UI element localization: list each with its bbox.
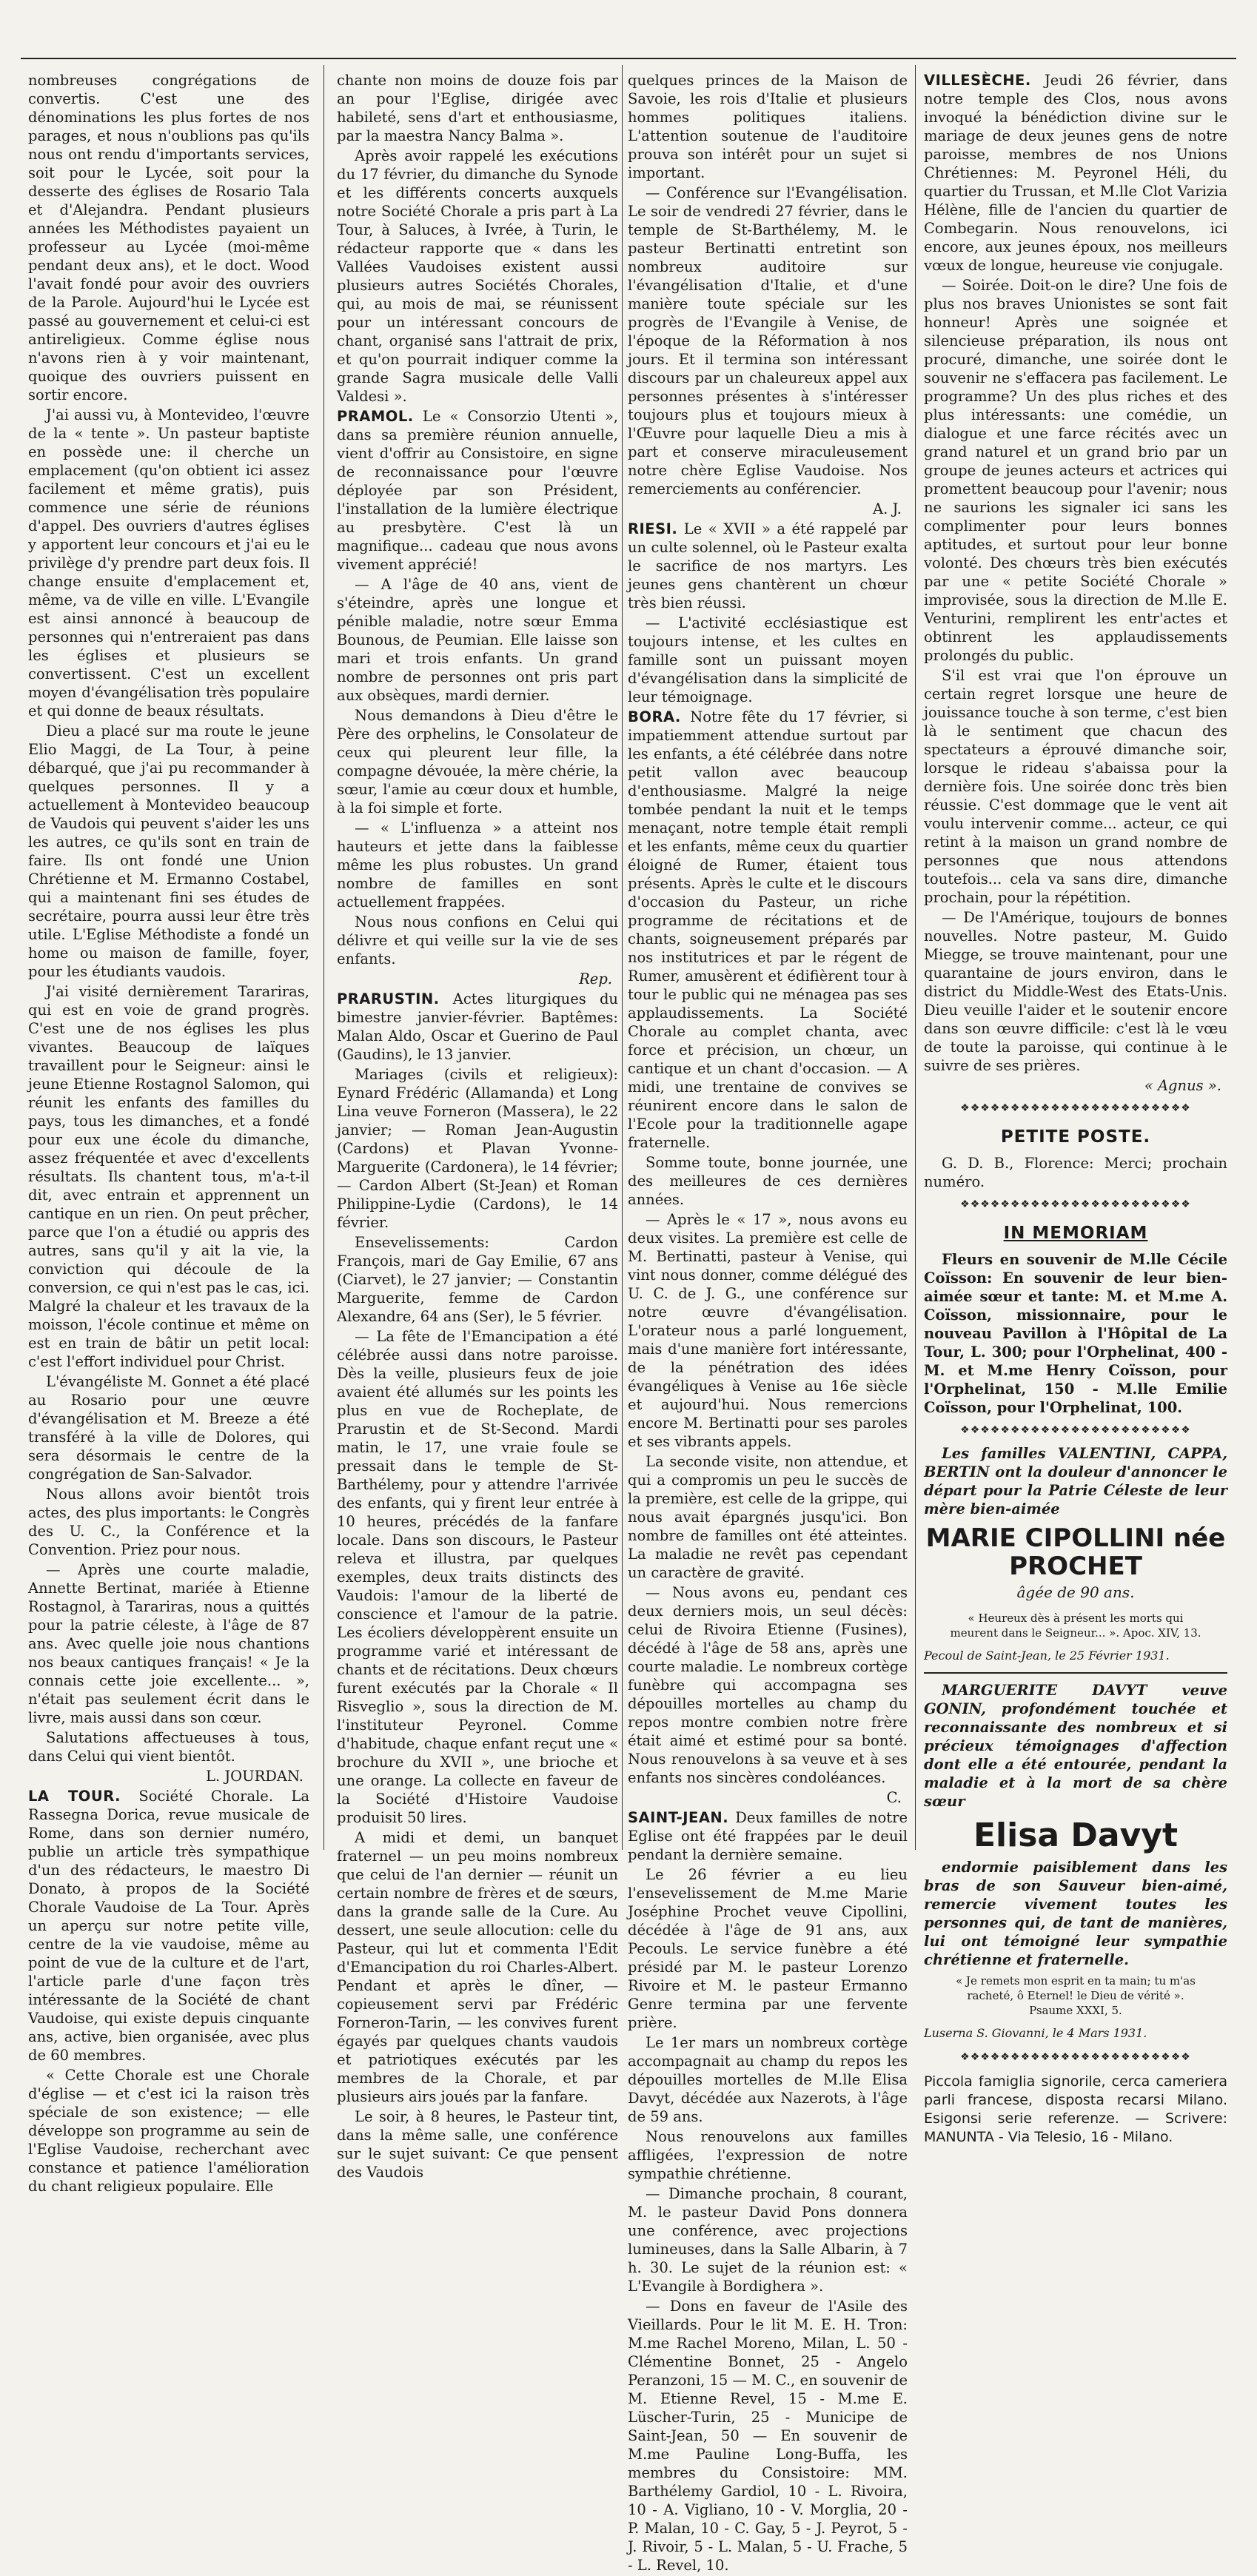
paragraph: La seconde visite, non attendue, et qui a compromis un peu le succès de la première, est celle de la grippe, qui nous avait épargnés jusqu'ici. Bon nombre de familles ont été atteintes. La maladie ne revêt pas cependant un caractère de gravité.	[628, 1453, 908, 1581]
paragraph: Nous nous confions en Celui qui délivre et qui veille sur la vie de ses enfants.	[337, 913, 618, 967]
paragraph: L'évangéliste M. Gonnet a été placé au Rosario pour une œuvre d'évangélisation et M. Breeze a été transféré à la ville de Dolores, qui sera désormais le centre de la congrégation de San-Salvador.	[28, 1373, 309, 1483]
section-title-petite-poste: PETITE POSTE.	[1000, 1127, 1151, 1147]
paragraph: — Après une courte maladie, Annette Bertinat, mariée à Etienne Rostagnol, à Tarariras, nous a quittés pour la patrie céleste, à l'âge de 87 ans. Avec quelle joie nous chantions nos beaux cantiques français! « Je la connais cette joie excellente... », n'était pas seulement écrit dans le livre, mais aussi dans son cœur.	[28, 1561, 309, 1726]
column-2	[337, 71, 618, 2183]
paragraph: Nous allons avoir bientôt trois actes, des plus importants: le Congrès des U. C., la Conférence et la Convention. Priez pour nous.	[28, 1486, 309, 1558]
news-item-saint-jean	[628, 1808, 908, 1864]
obituary-name: Elisa Davyt	[973, 1817, 1179, 1854]
signature: L. JOURDAN.	[206, 1768, 304, 1785]
news-item-pramol	[337, 407, 618, 574]
location-heading: LA TOUR.	[28, 1788, 121, 1805]
column-rule	[622, 65, 623, 1850]
paragraph: — L'activité ecclésiastique est toujours intense, et les cultes en famille sont un puissant moyen d'évangélisation dans la simplicité de leur témoignage.	[628, 614, 908, 705]
paragraph: — La fête de l'Emancipation a été célébrée aussi dans notre paroisse. Dès la veille, plusieurs feux de joie avaient été allumés sur les points les plus en vue de Rocheplate, de Prarustin et de St-Second. Mardi matin, le 17, une vraie foule se pressait dans le temple de St-Barthélemy, pour y attendre l'arrivée des enfants, qui y firent leur entrée à 10 heures, précédés de la fanfare locale. Dans son discours, le Pasteur releva et illustra, par quelques exemples, deux traits distincts des Vaudois: l'amour de la liberté de conscience et l'amour de la patrie. Les écoliers développèrent ensuite un programme varié et intéressant de chants et de récitations. Deux chœurs furent exécutés par la Chorale « Il Risveglio », sous la direction de M. l'instituteur Peyronel. Comme d'habitude, chaque enfant reçut une « brochure du XVII », une brioche et une orange. La collecte en faveur de la Société d'Histoire Vaudoise produisit 50 lires.	[337, 1328, 618, 1826]
ornament-divider: ❖❖❖❖❖❖❖❖❖❖❖❖❖❖❖❖❖❖❖❖❖❖❖	[960, 1102, 1191, 1114]
top-rule	[21, 58, 1236, 59]
news-item-bora	[628, 708, 908, 1152]
paragraph: Société Chorale. La Rassegna Dorica, revue musicale de Rome, dans son dernier numéro, publie un article très sympathique d'un des rédacteurs, le maestro Di Donato, à propos de la Société Chorale Vaudoise de La Tour. Après un aperçu sur notre petite ville, centre de la vie vaudoise, même au point de vue de la culture et de l'art, l'article parle d'une façon très intéressante de la Société de chant Vaudoise, qui existe depuis cinquante ans, active, bien organisée, avec plus de 60 membres.	[28, 1788, 309, 2064]
obituary-text: endormie paisiblement dans les bras de son Sauveur bien-aimé, remercie vivement toutes les personnes qui, de tant de manières, lui ont témoigné leur sympathie chrétienne et fraternelle.	[924, 1859, 1227, 1968]
paragraph: Salutations affectueuses à tous, dans Celui qui vient bientôt.	[28, 1729, 309, 1765]
place-date: Pecoul de Saint-Jean, le 25 Février 1931.	[924, 1648, 1170, 1663]
location-heading: PRAMOL.	[337, 408, 414, 425]
paragraph: Ensevelissements: Cardon François, mari de Gay Emilie, 67 ans (Ciarvet), le 27 janvier; — Constantin Marguerite, femme de Cardon Alexandre, 64 ans (Ser), le 5 février.	[337, 1234, 618, 1325]
location-heading: SAINT-JEAN.	[628, 1809, 729, 1826]
paragraph: Mariages (civils et religieux): Eynard Frédéric (Allamanda) et Long Lina veuve Forneron (Massera), le 22 janvier; — Roman Jean-Augustin (Cardons) et Plavan Yvonne-Marguerite (Cardonera), le 14 février; — Cardon Albert (St-Jean) et Roman Philippine-Lydie (Cardons), le 14 février.	[337, 1066, 618, 1231]
signature: Rep.	[579, 970, 612, 987]
paragraph: nombreuses congrégations de convertis. C'est une des dénominations les plus fortes de nos parages, et nous n'oublions pas qu'ils nous ont rendu d'importants services, soit pour le Lycée, soit pour la desserte des églises de Rosario Tala et d'Alejandra. Pendant plusieurs années les Méthodistes payaient un professeur au Lycée (moi-même pendant deux ans), et le doct. Wood l'avait fondé pour avoir des ouvriers de la Parole. Aujourd'hui le Lycée est passé au gouvernement et celui-ci est antireligieux. Comme église nous n'avons rien à y voir maintenant, quoique des ouvriers puissent en sortir encore.	[28, 72, 309, 403]
section-title-in-memoriam: IN MEMORIAM	[1003, 1224, 1148, 1243]
paragraph: Le 1er mars un nombreux cortège accompagnait au champ du repos les dépouilles mortelles de M.lle Elisa Davyt, décédée aux Nazerots, à l'âge de 59 ans.	[628, 2034, 908, 2125]
paragraph: « Cette Chorale est une Chorale d'église — et c'est ici la raison très spéciale de son existence; — elle développe son programme au sein de l'Eglise Vaudoise, recherchant avec constance et patience l'amélioration du chant religieux populaire. Elle	[28, 2067, 309, 2195]
signature: « Agnus ».	[1144, 1077, 1221, 1094]
paragraph: Nous demandons à Dieu d'être le Père des orphelins, le Consolateur de ceux qui pleurent leur fille, la compagne dévouée, la mère chérie, la sœur, l'amie au cœur doux et humble, à la foi simple et forte.	[337, 707, 618, 816]
divider	[924, 1672, 1227, 1674]
paragraph: J'ai aussi vu, à Montevideo, l'œuvre de la « tente ». Un pasteur baptiste en possède une: il cherche un emplacement (qu'on obtient ici assez facilement et même gratis), puis commence une série de réunions d'appel. Des ouvriers d'autres églises y apportent leur concours et j'ai eu le privilège d'y prendre part deux fois. Il change ensuite d'emplacement et, même, va de ville en ville. L'Evangile est ainsi annoncé à beaucoup de personnes qui n'entreraient pas dans les églises et plusieurs se convertissent. C'est un excellent moyen d'évangélisation très populaire et qui donne de beaux résultats.	[28, 406, 309, 720]
paragraph: — Nous avons eu, pendant ces deux derniers mois, un seul décès: celui de Rivoira Etienne (Fusines), décédé à l'âge de 58 ans, après une courte maladie. Le nombreux cortège funèbre qui accompagna ses dépouilles mortelles au champ du repos montre combien notre frère était aimé et estimé pour sa bonté. Nous renouvelons à sa veuve et à ses enfants nos sincères condoléances.	[628, 1584, 908, 1786]
column-rule	[915, 65, 916, 1850]
paragraph: Jeudi 26 février, dans notre temple des Clos, nous avons invoqué la bénédiction divine sur le mariage de deux jeunes gens de notre paroisse, membres de nos Unions Chrétiennes: M. Peyronel Héli, du quartier du Trussan, et M.lle Clot Varizia Hélène, fille de l'ancien du quartier de Combegarin. Nous renouvelons, ici encore, aux jeunes époux, nos meilleurs vœux de longue, heureuse vie conjugale.	[924, 72, 1227, 274]
paragraph: Le soir, à 8 heures, le Pasteur tint, dans la même salle, une conférence sur le sujet suivant: Ce que pensent des Vaudois	[337, 2108, 618, 2181]
paragraph: Le « XVII » a été rappelé par un culte solennel, où le Pasteur exalta le sacrifice de nos martyrs. Les jeunes gens chantèrent un chœur très bien réussi.	[628, 520, 908, 611]
ornament-divider: ❖❖❖❖❖❖❖❖❖❖❖❖❖❖❖❖❖❖❖❖❖❖❖	[960, 2051, 1191, 2063]
paragraph: S'il est vrai que l'on éprouve un certain regret lorsque une heure de jouissance touche à son terme, c'est bien là le sentiment que chacun des spectateurs a éprouvé dimanche soir, lorsque le rideau s'abaissa pour la dernière fois. Une soirée donc très bien réussie. C'est dommage que le vent ait voulu intervenir comme... acteur, ce qui retint à la maison un grand nombre de personnes que nous attendons toutefois... cela va sans dire, dimanche prochain, pour la répétition.	[924, 667, 1227, 906]
location-heading: VILLESÈCHE.	[924, 72, 1031, 89]
paragraph: Somme toute, bonne journée, une des meilleures de ces dernières années.	[628, 1154, 908, 1208]
column-3	[628, 71, 908, 2576]
paragraph: — A l'âge de 40 ans, vient de s'éteindre, après une longue et pénible maladie, notre sœur Emma Bounous, de Peumian. Elle laisse son mari et trois enfants. Un grand nombre de personnes ont pris part aux obsèques, mardi dernier.	[337, 576, 618, 704]
paragraph: J'ai visité dernièrement Tarariras, qui est en voie de grand progrès. C'est une de nos églises les plus vivantes. Beaucoup de laïques travaillent pour le Seigneur: ainsi le jeune Etienne Rostagnol Salomon, qui réunit les enfants des familles du pays, tous les dimanches, et a fondé pour eux une école du dimanche, assez fréquentée et avec d'excellents résultats. Ils chantent tous, m'a-t-il dit, avec entrain et apprennent un cantique en un rien. On peut prêcher, parce que l'on a étudié ou appris des autres, sans qu'il y ait la vie, la conviction qui découle de la conversion, ce qui n'est pas le cas, ici. Malgré la chaleur et les travaux de la moisson, l'école continue et même on est en train de bâtir un petit local: c'est l'effort individuel pour Christ.	[28, 983, 309, 1370]
paragraph: Après avoir rappelé les exécutions du 17 février, du dimanche du Synode et les différents concerts auxquels notre Société Chorale a pris part à La Tour, à Saluces, à Ivrée, à Turin, le rédacteur rapporte que « dans les Vallées Vaudoises existent aussi plusieurs autres Sociétés Chorales, qui, au mois de mai, se réunissent pour un intéressant concours de chant, organisé sans l'attrait de prix, et qu'on pourrait indiquer comme la grande Sagra musicale delle Valli Valdesi ».	[337, 147, 618, 405]
obituary-name: MARIE CIPOLLINI née PROCHET	[925, 1523, 1226, 1581]
signature: A. J.	[873, 500, 902, 517]
location-heading: BORA.	[628, 708, 681, 725]
location-heading: PRARUSTIN.	[337, 990, 440, 1007]
ornament-divider: ❖❖❖❖❖❖❖❖❖❖❖❖❖❖❖❖❖❖❖❖❖❖❖	[960, 1198, 1191, 1210]
paragraph: chante non moins de douze fois par an pour l'Eglise, dirigée avec habileté, sens d'art et enthousiasme, par la maestra Nancy Balma ».	[337, 72, 618, 144]
ornament-divider: ❖❖❖❖❖❖❖❖❖❖❖❖❖❖❖❖❖❖❖❖❖❖❖	[960, 1424, 1191, 1436]
paragraph: Actes liturgiques du bimestre janvier-février. Baptêmes: Malan Aldo, Oscar et Guerino de Paul (Gaudins), le 13 janvier.	[337, 990, 618, 1063]
news-item-prarustin	[337, 990, 618, 1064]
column-4	[924, 71, 1227, 2148]
paragraph: — « L'influenza » a atteint nos hauteurs et jette dans la faiblesse même les plus robustes. Un grand nombre de familles en sont actuellement frappées.	[337, 819, 618, 910]
paragraph: Nous renouvelons aux familles affligées, l'expression de notre sympathie chrétienne.	[628, 2128, 908, 2182]
classified-ad: Piccola famiglia signorile, cerca cameriera parli francese, disposta recarsi Milano. Esigonsi serie referenze. — Scrivere: MANUNTA - Via Telesio, 16 - Milano.	[924, 2073, 1227, 2145]
news-item-villeseche	[924, 71, 1227, 275]
news-item-la-tour	[28, 1787, 309, 2065]
paragraph: A midi et demi, un banquet fraternel — un peu moins nombreux que celui de l'an dernier — réunit un certain nombre de frères et de sœurs, dans la grande salle de la Cure. Au dessert, une seule allocution: celle du Pasteur, qui lut et commenta l'Edit d'Emancipation du roi Charles-Albert. Pendant et après le dîner, — copieusement servi par Frédéric Forneron-Tarin, — les convives furent égayés par quelques chants vaudois et patriotiques exécutés par les membres de la Chorale, et par plusieurs airs joués par la fanfare.	[337, 1829, 618, 2105]
obituary-age: âgée de 90 ans.	[1016, 1583, 1135, 1601]
paragraph: — Soirée. Doit-on le dire? Une fois de plus nos braves Unionistes se sont fait honneur! Après une soignée et silencieuse préparation, ils nous ont procuré, dimanche, une soirée dont le souvenir ne s'effacera pas facilement. Le programme? Un des plus riches et des plus intéressants: une comédie, un dialogue et une farce récités avec un grand naturel et un grand brio par un groupe de jeunes acteurs et actrices qui promettent beaucoup pour l'avenir; nous ne saurions les signaler ici sans les complimenter pour leurs bonnes aptitudes, et surtout pour leur bonne volonté. Des chœurs très bien exécutés par une « petite Société Chorale » improvisée, sous la direction de M.lle E. Venturini, remplirent les entr'actes et obtinrent les applaudissements prolongés du public.	[924, 277, 1227, 664]
paragraph: Notre fête du 17 février, si impatiemment attendue surtout par les enfants, a été célébrée dans notre petit vallon avec beaucoup d'enthousiasme. Malgré la neige tombée pendant la nuit et le temps menaçant, notre temple était rempli et les enfants, même ceux du quartier éloigné de Rumer, étaient tous présents. Après le culte et le discours d'occasion du Pasteur, un riche programme de récitations et de chants, soigneusement préparés par nos institutrices et par le régent de Rumer, amusèrent et édifièrent tour à tour le public qui ne ménagea pas ses applaudissements. La Société Chorale au complet chanta, avec force et précision, un chœur, un cantique et un chant d'occasion. — A midi, une trentaine de convives se réunirent encore dans le salon de l'Ecole pour la traditionnelle agape fraternelle.	[628, 708, 908, 1151]
paragraph: — Conférence sur l'Evangélisation. Le soir de vendredi 27 février, dans le temple de St-Barthélemy, M. le pasteur Bertinatti entretint son nombreux auditoire sur l'évangélisation d'Italie, et d'une manière toute spéciale sur les progrès de l'Evangile à Venise, de l'époque de la Réformation à nos jours. Et il termina son intéressant discours par un chaleureux appel aux personnes présentes à s'intéresser toujours plus et toujours mieux à l'Œuvre pour laquelle Dieu a mis à part et conserve miraculeusement notre chère Eglise Vaudoise. Nos remerciements au conférencier.	[628, 184, 908, 497]
paragraph: Le 26 février a eu lieu l'ensevelissement de M.me Marie Joséphine Prochet veuve Cipollini, décédée à l'âge de 91 ans, aux Pecouls. Le service funèbre a été présidé par M. le pasteur Lorenzo Rivoire et M. le pasteur Ermanno Genre termina par une fervente prière.	[628, 1866, 908, 2031]
paragraph: — Après le « 17 », nous avons eu deux visites. La première est celle de M. Bertinatti, pasteur à Venise, qui vint nous donner, comme délégué des U. C. de J. G., une conférence sur notre œuvre d'évangélisation. L'orateur nous a parlé longuement, mais d'une manière fort intéressante, de la pénétration des idées évangéliques à Venise au 16e siècle et aujourd'hui. Nous remercions encore M. Bertinatti pour ses paroles et ses vibrants appels.	[628, 1211, 908, 1450]
paragraph: — De l'Amérique, toujours de bonnes nouvelles. Notre pasteur, M. Guido Miegge, se trouve maintenant, pour une quarantaine de jours environ, dans le district du Middle-West des Etats-Unis. Dieu veuille l'aider et le soutenir encore dans son œuvre difficile: c'est là le vœu de toute la paroisse, qui continue à le suivre de ses prières.	[924, 909, 1227, 1074]
paragraph: — Dons en faveur de l'Asile des Vieillards. Pour le lit M. E. H. Tron: M.me Rachel Moreno, Milan, L. 50 - Clémentine Bonnet, 25 - Angelo Peranzoni, 15 — M. C., en souvenir de M. Etienne Revel, 15 - M.me E. Lüscher-Turin, 25 - Municipe de Saint-Jean, 50 — En souvenir de M.me Pauline Long-Buffa, les membres du Consistoire: MM. Barthélemy Gardiol, 10 - L. Rivoira, 10 - A. Vigliano, 10 - V. Morglia, 20 - P. Malan, 10 - C. Gay, 5 - J. Peyrot, 5 - J. Rivoir, 5 - L. Malan, 5 - U. Frache, 5 - L. Revel, 10.	[628, 2298, 908, 2574]
obituary-intro: MARGUERITE DAVYT veuve GONIN, profondément touchée et reconnaissante des nombreux et si précieux témoignages d'affection dont elle a été entourée, pendant la maladie et à la mort de sa chère sœur	[924, 1682, 1227, 1810]
location-heading: RIESI.	[628, 520, 678, 537]
scripture-quote: « Je remets mon esprit en ta main; tu m'as racheté, ô Eternel! le Dieu de vérité ». Psaume XXXI, 5.	[956, 1974, 1196, 2017]
news-item-riesi	[628, 520, 908, 612]
scripture-quote: « Heureux dès à présent les morts qui meurent dans le Seigneur... ». Apoc. XIV, 13.	[950, 1611, 1201, 1640]
paragraph: Deux familles de notre Eglise ont été frappées par le deuil pendant la dernière semaine.	[628, 1809, 908, 1863]
paragraph: quelques princes de la Maison de Savoie, les rois d'Italie et plusieurs hommes politiques italiens. L'attention soutenue de l'auditoire prouva son intérêt pour un sujet si important.	[628, 72, 908, 181]
column-1	[28, 71, 309, 2197]
paragraph: Dieu a placé sur ma route le jeune Elio Maggi, de La Tour, à peine débarqué, que j'ai pu recommander à quelques personnes. Il y a actuellement à Montevideo beaucoup de Vaudois qui peuvent s'aider les uns les autres, ce qu'ils sont en train de faire. Ils ont fondé une Union Chrétienne et M. Ermanno Costabel, qui a maintenant fini ses études de secrétaire, pourra aussi leur être très utile. L'Eglise Méthodiste a fondé un home ou maison de famille, foyer, pour les étudiants vaudois.	[28, 722, 309, 980]
obituary-intro: Les familles VALENTINI, CAPPA, BERTIN ont la douleur d'annoncer le départ pour la Patrie Céleste de leur mère bien-aimée	[924, 1445, 1227, 1517]
place-date: Luserna S. Giovanni, le 4 Mars 1931.	[924, 2026, 1147, 2040]
paragraph: Le « Consorzio Utenti », dans sa première réunion annuelle, vient d'offrir au Consistoire, en signe de reconnaissance pour l'œuvre déployée par son Président, l'installation de la lumière électrique au presbytère. C'est là un magnifique... cadeau que nous avons vivement apprécié!	[337, 408, 618, 573]
signature: C.	[886, 1789, 902, 1806]
paragraph: G. D. B., Florence: Merci; prochain numéro.	[924, 1155, 1227, 1190]
paragraph: Fleurs en souvenir de M.lle Cécile Coïsson: En souvenir de leur bien-aimée sœur et tante: M. et M.me A. Coïsson, missionnaire, pour le nouveau Pavillon à l'Hôpital de La Tour, L. 300; pour l'Orphelinat, 400 - M. et M.me Henry Coïsson, pour l'Orphelinat, 150 - M.lle Emilie Coïsson, pour l'Orphelinat, 100.	[924, 1251, 1227, 1416]
paragraph: — Dimanche prochain, 8 courant, M. le pasteur David Pons donnera une conférence, avec projections lumineuses, dans la Salle Albarin, à 7 h. 30. Le sujet de la réunion est: « L'Evangile à Bordighera ».	[628, 2185, 908, 2295]
